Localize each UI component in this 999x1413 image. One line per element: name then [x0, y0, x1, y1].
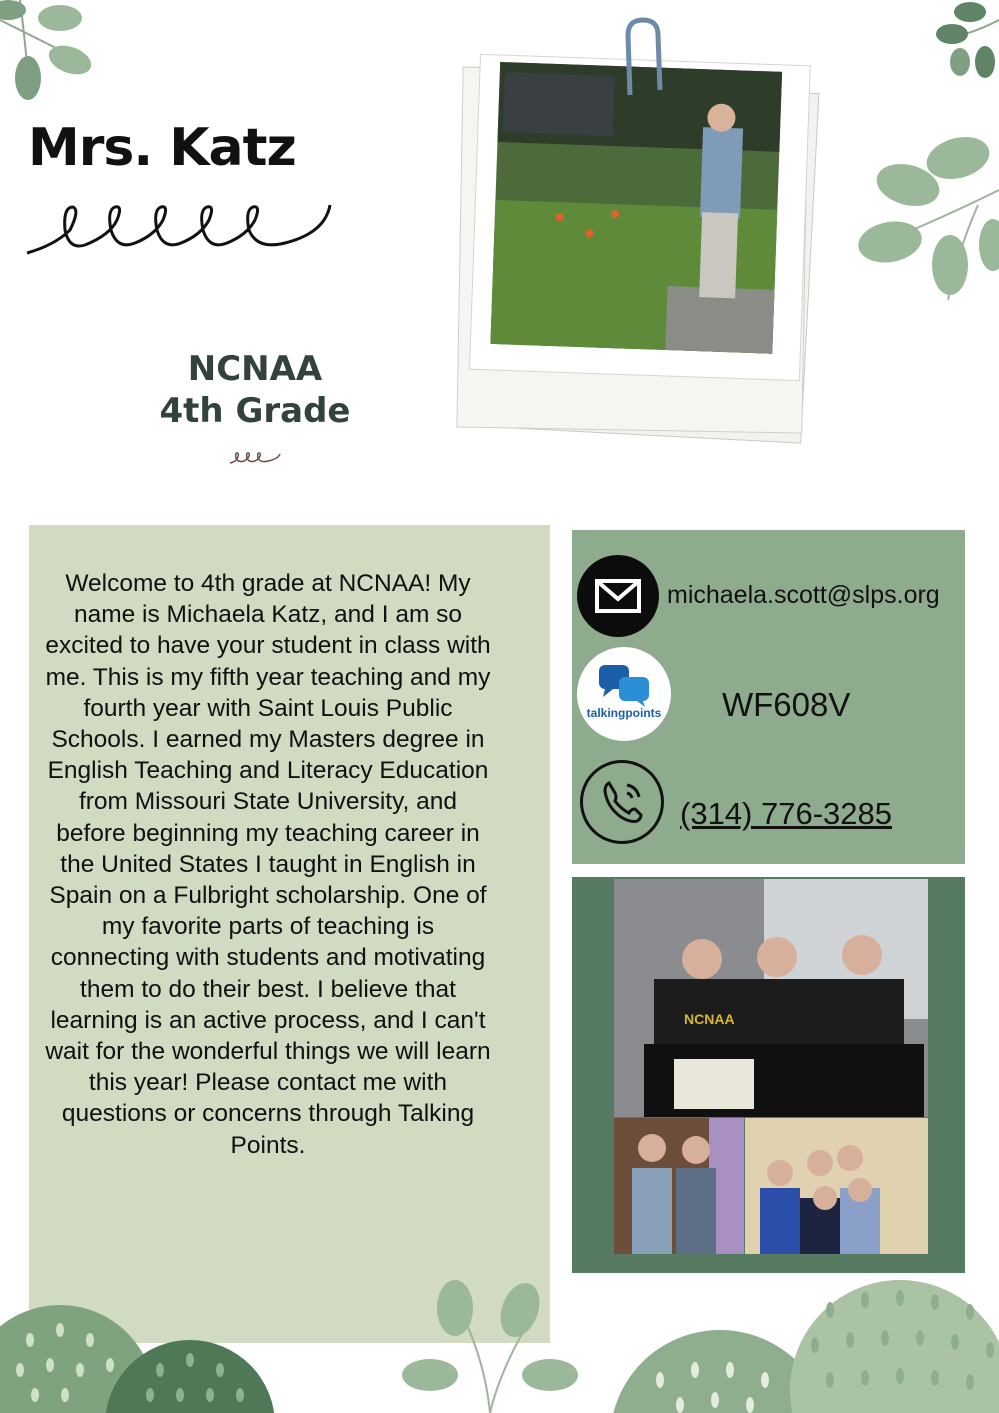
email-link[interactable]: michaela.scott@slps.org — [667, 581, 940, 609]
phone-icon — [580, 760, 664, 844]
leaf-branch-top-right — [930, 0, 999, 80]
group-photo — [745, 1118, 928, 1254]
team-photo — [614, 879, 928, 1117]
leaf-branch-top-left — [0, 0, 110, 110]
shirt-text: NCNAA — [684, 1011, 735, 1027]
page-title: Mrs. Katz — [28, 118, 296, 178]
talkingpoints-logo-text: talkingpoints — [586, 706, 662, 720]
leaf-branch-bottom — [400, 1280, 580, 1413]
bush-decoration-bottom-left — [0, 1300, 280, 1413]
leaf-branch-right — [858, 130, 999, 305]
grade-label: 4th Grade — [159, 391, 351, 431]
chat-bubbles-icon — [577, 647, 671, 741]
small-squiggle-decoration — [228, 450, 282, 466]
squiggle-decoration — [25, 195, 335, 260]
talkingpoints-logo — [577, 647, 671, 741]
bush-decoration-bottom-right — [600, 1270, 999, 1413]
friends-photo — [614, 1118, 744, 1254]
polaroid-photo — [440, 15, 825, 450]
school-name: NCNAA — [187, 349, 323, 389]
school-grade-block — [150, 348, 360, 432]
envelope-icon — [577, 555, 659, 637]
talkingpoints-code: WF608V — [722, 686, 851, 723]
phone-link[interactable]: (314) 776-3285 — [680, 796, 892, 831]
bio-text: Welcome to 4th grade at NCNAA! My name is Michaela Katz, and I am so excited to have your student in class with me. This is my fifth year teaching and my fourth year with Saint Louis Public Schools. I earned my Masters degree in English Teaching and Literacy Education from Missouri State University, and before beginning my teaching career in the United States I taught in English in Spain on a Fulbright scholarship. One of my favorite parts of teaching is connecting with students and motivating them to do their best. I believe that learning is an active process, and I can't wait for the wonderful things we will learn this year! Please contact me with questions or concerns through Talking Points. — [45, 570, 491, 1159]
